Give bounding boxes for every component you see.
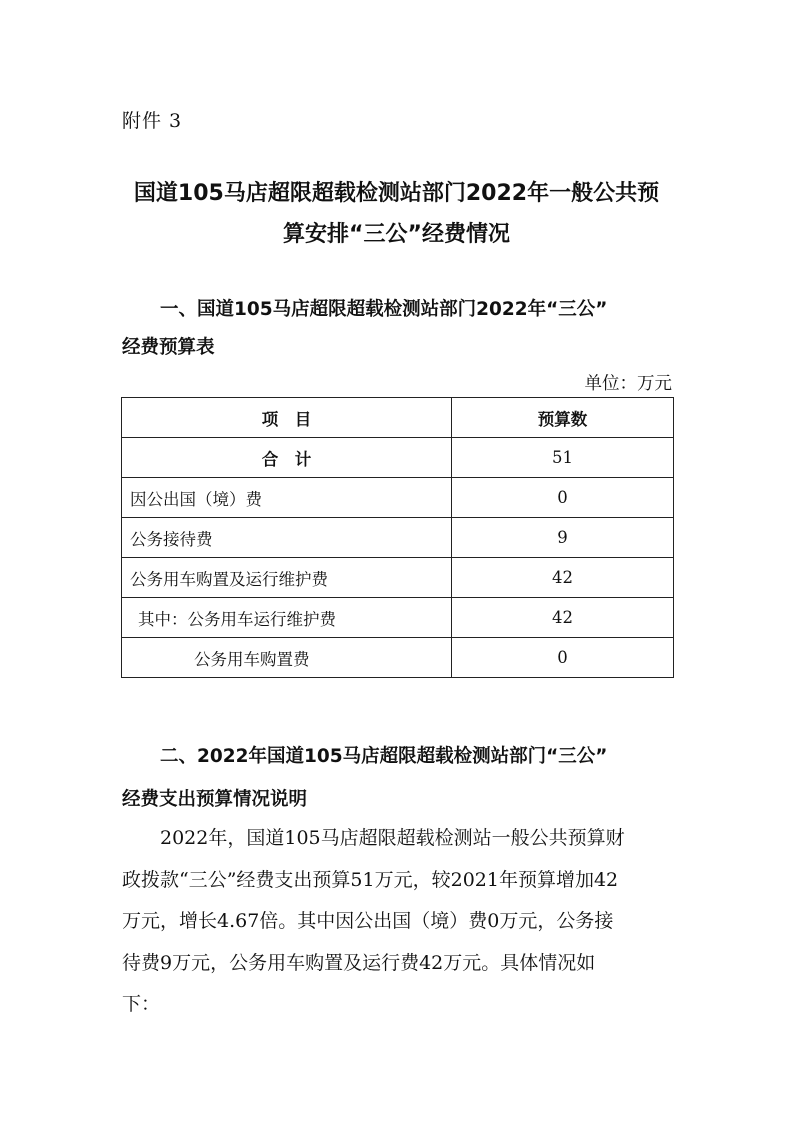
table-row — [122, 598, 674, 638]
table-row-total — [122, 438, 674, 478]
section-1-heading-line-1: 一、国道105马店超限超载检测站部门2022年“三公” — [160, 299, 608, 320]
attachment-label: 附件 3 — [122, 110, 183, 132]
paragraph-line: 政拨款“三公”经费支出预算51万元，较2021年预算增加42 — [122, 868, 619, 891]
document-title-line-1: 国道105马店超限超载检测站部门2022年一般公共预 — [133, 181, 660, 206]
paragraph-line: 2022年，国道105马店超限超载检测站一般公共预算财 — [160, 827, 625, 849]
paragraph-line: 下： — [122, 993, 161, 1015]
row-value: 0 — [452, 478, 674, 518]
unit-label: 单位：万元 — [584, 374, 672, 394]
row-label: 公务用车购置及运行维护费 — [122, 558, 452, 598]
row-label: 公务接待费 — [122, 518, 452, 558]
row-label: 其中：公务用车运行维护费 — [122, 598, 452, 638]
section-2-heading-line-2: 经费支出预算情况说明 — [122, 789, 308, 810]
table-row — [122, 518, 674, 558]
row-value: 42 — [452, 558, 674, 598]
table-row — [122, 558, 674, 598]
explanation-paragraph — [122, 818, 674, 1026]
column-header-budget: 预算数 — [452, 398, 674, 438]
paragraph-line: 待费9万元，公务用车购置及运行费42万元。具体情况如 — [122, 951, 596, 974]
document-title-line-2: 算安排“三公”经费情况 — [283, 222, 510, 247]
table-row — [122, 638, 674, 678]
table-row — [122, 478, 674, 518]
row-label: 因公出国（境）费 — [122, 478, 452, 518]
row-value: 0 — [452, 638, 674, 678]
paragraph-line: 万元，增长4.67倍。其中因公出国（境）费0万元，公务接 — [122, 910, 614, 932]
table-header-row — [122, 398, 674, 438]
budget-table — [121, 397, 674, 678]
row-value: 9 — [452, 518, 674, 558]
column-header-item: 项 目 — [122, 398, 452, 438]
row-value: 42 — [452, 598, 674, 638]
section-1-heading-line-2: 经费预算表 — [122, 337, 215, 358]
row-value: 51 — [452, 438, 674, 478]
row-label: 公务用车购置费 — [122, 638, 452, 678]
section-2-heading-line-1: 二、2022年国道105马店超限超载检测站部门“三公” — [160, 746, 608, 767]
row-label: 合 计 — [122, 438, 452, 478]
